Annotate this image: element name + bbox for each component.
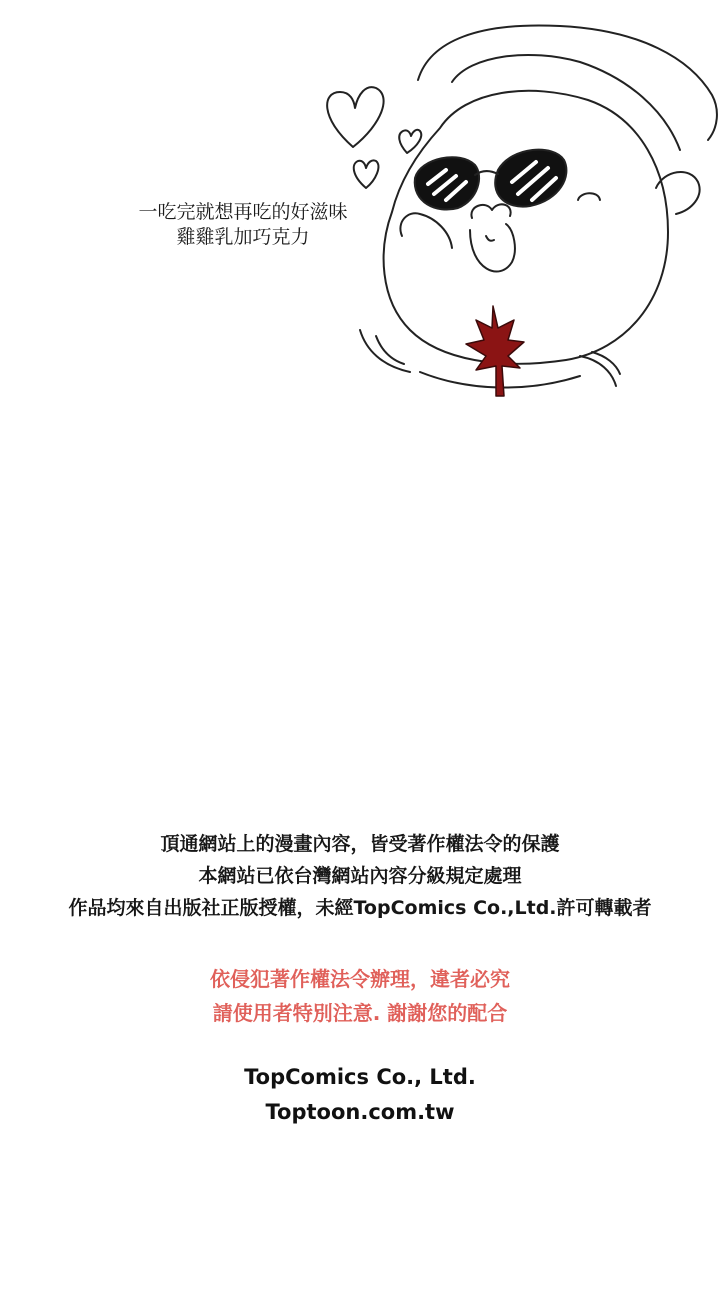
warning-line: 請使用者特別注意. 謝謝您的配合 — [212, 1001, 508, 1025]
copyright-notice — [0, 828, 720, 924]
notice-line: 頂通網站上的漫畫內容，皆受著作權法令的保護 — [160, 833, 560, 855]
hat — [418, 25, 717, 140]
legal-warning — [0, 962, 720, 1030]
heart-icon — [354, 160, 379, 188]
caption-line: 一吃完就想再吃的好滋味 — [138, 201, 348, 223]
mascot-body — [384, 91, 668, 364]
maple-leaf — [466, 306, 524, 396]
warning-line: 依侵犯著作權法令辦理，違者必究 — [210, 967, 510, 991]
website-name: Toptoon.com.tw — [265, 1100, 455, 1124]
heart-icon — [399, 130, 421, 153]
caption-line: 雞雞乳加巧克力 — [176, 226, 310, 248]
notice-line: 本網站已依台灣網站內容分級規定處理 — [198, 865, 522, 887]
heart-icon — [327, 87, 383, 147]
company-name: TopComics Co., Ltd. — [244, 1065, 476, 1089]
illustration-caption — [118, 200, 368, 250]
brand-footer — [0, 1060, 720, 1130]
notice-line: 作品均來自出版社正版授權，未經TopComics Co.,Ltd.許可轉載者 — [68, 897, 652, 919]
